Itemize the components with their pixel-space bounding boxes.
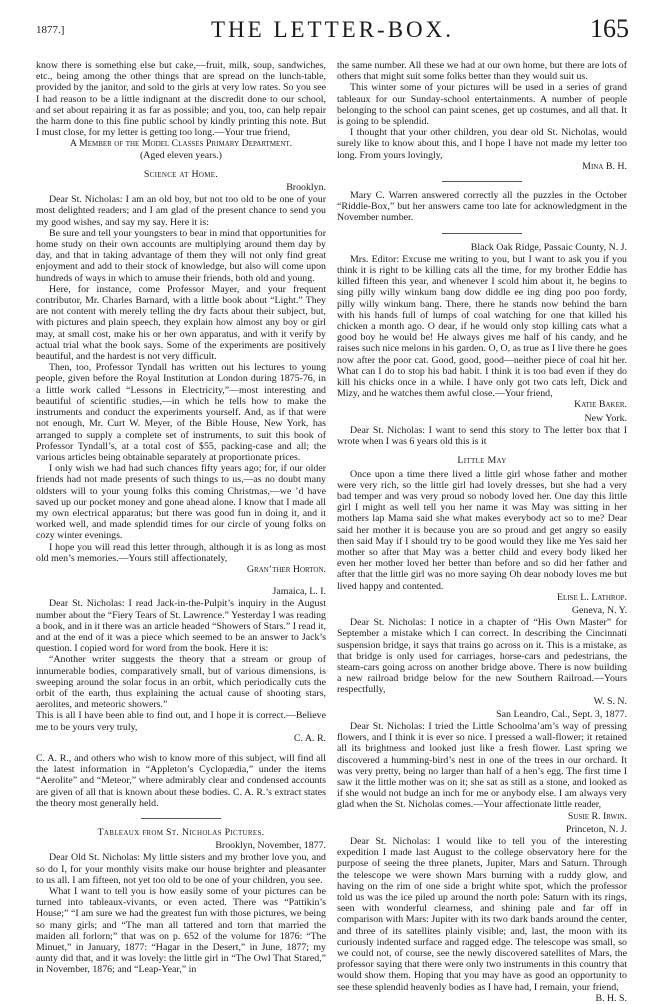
section-divider bbox=[442, 233, 522, 234]
science-place: Brooklyn. bbox=[286, 182, 326, 194]
science-paragraph-6: I hope you will read this letter through, although it is as long as most old men’s memories.—Yours still affectionately, bbox=[36, 541, 326, 564]
section-divider bbox=[442, 181, 522, 182]
princeton-paragraph: Dear St. Nicholas: I would like to tell you of the interesting expedition I made last August to the college observatory here for the purpose of seeing the three planets, Jupiter, Mars and Saturn. Through the telescope we were shown Mars burning with a ruddy glow, and having on the rim of one side a bright white spot, which the professor told us was the ice piled up around the north pole: Saturn with its rings, seen with wonderful clearness, and shining pale and far off in comparison with Mars: Jupiter with its two dark bands around the center, and three of its satellites plainly visible; and, last, the moon with its curiously indented surface and ragged edge. The telescope was small, so we could not, of course, see the newly discovered satellites of Mars, the professor saying that there were only two instruments in this country that would show them. Hoping that you may have as good an opportunity to see these splendid heavenly bodies as I have had, I remain, your friend, bbox=[337, 836, 627, 993]
science-paragraph-2: Be sure and tell your youngsters to bear in mind that opportunities for home study on their own accounts are multiplying around them day by day, and that in taking advantage of them they will not only find great enjoyment and add to their stock of knowledge, but also will come upon hundreds of ways in which to amuse their friends, both old and young. bbox=[36, 227, 326, 284]
jamaica-paragraph-3: This is all I have been able to find out, and I hope it is correct.—Believe me to be yours very truly, bbox=[36, 710, 326, 733]
geneva-paragraph: Dear St. Nicholas: I notice in a chapter of “His Own Master” for September a mistake which I can correct. In describing the Cincinnati suspension bridge, it says that trains go across on it. This is a mistake, as that bridge is only used for carriages, horse-cars and pedestrians, the steam-cars going across on another bridge above. There is now building a new railroad bridge below for the new Southern Railroad.—Yours respectfully, bbox=[337, 617, 627, 696]
page-header bbox=[36, 14, 629, 54]
science-paragraph-1: Dear St. Nicholas: I am an old boy, but not too old to be one of your most delighted readers; and I am glad of the present chance to send you my good wishes, and say my say. Here it is: bbox=[36, 194, 326, 228]
geneva-place: Geneva, N. Y. bbox=[571, 604, 627, 616]
continued-signature: Mina B. H. bbox=[582, 160, 627, 172]
intro-paragraph: know there is something else but cake,—fruit, milk, soup, sandwiches, etc., being among the other things that are spread on the lunch-table, provided by the janitor, and sold to the girls at very low rates. So you see I had reason to be a little indignant at the discredit done to our school, and set about repairing it as far as possible; and you, too, can help repair the harm done to this fine public school by kindly printing this note. But I must close, for my letter is getting too long.—Your true friend, bbox=[36, 60, 326, 139]
header-title: THE LETTER-BOX. bbox=[210, 17, 454, 42]
continued-paragraph-3: I thought that your other children, you dear old St. Nicholas, would surely like to know about this, and I hope I have not made my letter too long. From yours lovingly, bbox=[337, 127, 627, 161]
intro-signature: A Member of the Model Classes Primary Department. bbox=[69, 138, 293, 150]
tableaux-place: Brooklyn, November, 1877. bbox=[215, 840, 326, 852]
car-note: C. A. R., and others who wish to know more of this subject, will find all the latest information in “Appleton’s Cyclopædia,” under the items “Aerolite” and “Meteor,” where admirably clear and condensed accounts are given of all that is known about these bodies. C. A. R.’s extract states the theory most generally held. bbox=[36, 752, 326, 809]
header-year: 1877.] bbox=[36, 24, 65, 36]
intro-age: (Aged eleven years.) bbox=[140, 149, 222, 161]
continued-paragraph-2: This winter some of your pictures will be used in a series of grand tableaux for our Sunday-school entertainments. A number of people belonging to the school can paint scenes, get up costumes, and all that. It is going to be splendid. bbox=[337, 82, 627, 128]
warren-note: Mary C. Warren answered correctly all the puzzles in the October “Riddle-Box,” but her answers came too late for acknowledgment in the November number. bbox=[337, 190, 627, 224]
page-number: 165 bbox=[590, 14, 629, 43]
tableaux-paragraph-1: Dear Old St. Nicholas: My little sisters and my brother love you, and so do I, for your monthly visits make our house brighter and pleasanter to us all. I am fifteen, not yet too old to be one of your children, you see. bbox=[36, 852, 326, 886]
right-column bbox=[337, 60, 627, 1004]
little-may-story: Once upon a time there lived a little girl whose father and mother were very rich, so the little girl had lovely dresses, but she had a very bad temper and was very proud so nobody loved her. One day this little girl I might as well tell you her name it was May was sitting in her mothers lap Mama said she what makes everybody act so to me? Dear said her mother it is because you are so proud and get angry so easily then said May if I should try to be good would they like me Yes said her mother so after that May was a better child and every body liked her even her mother loved her better than before and so did her father and after that the little girl was no more saying Oh dear nobody loves me but lived happy and contented. bbox=[337, 468, 627, 592]
jamaica-place: Jamaica, L. I. bbox=[272, 586, 326, 598]
jamaica-paragraph-1: Dear St. Nicholas: I read Jack-in-the-Pulpit’s inquiry in the August number about the “Fiery Tears of St. Lawrence.” Yesterday I was reading a book, and in it there was an article headed “Showers of Stars.” I read it, and at the end of it was a piece which seemed to be an answer to Jack’s question. I copied word for word from the book. Here it is: bbox=[36, 598, 326, 655]
oak-ridge-paragraph: Mrs. Editor: Excuse me writing to you, but I want to ask you if you think it is right to be killing cats all the time, for my brother Eddie has killed fifteen this year, and whenever I scold him about it, he begins to sing pilly willy winkum bang dow diddle ee ing ding poo poo fordy, pilly willy winkum bang. There, there he stands now behind the barn with his hands full of lumps of coal watching for one that killed his chicken a month ago. O dear, if he would only stop killing cats what a good boy he would be! He always gives me half of his candy, and he raises such nice melons in his garden. O, O, as true as I live there he goes now after the poor cat. Good, good, good—neither piece of coal hit her. What can I do to stop his bad habit. I think it is too bad even if they do kill his chicks once in a while. I have only got two cats left, Dick and Mizy, and he watches them awful close.—Your friend, bbox=[337, 253, 627, 400]
oak-ridge-place: Black Oak Ridge, Passaic County, N. J. bbox=[470, 241, 627, 253]
spacer bbox=[36, 744, 326, 753]
new-york-place: New York. bbox=[584, 412, 627, 424]
san-leandro-signature: Susie R. Irwin. bbox=[567, 810, 627, 822]
section-divider bbox=[141, 818, 221, 819]
new-york-paragraph-1: Dear St. Nicholas: I want to send this story to The letter box that I wrote when I was 6 years old this is it bbox=[337, 424, 627, 448]
science-paragraph-4: Then, too, Professor Tyndall has written out his lectures to young people, given before the Royal Institution at London during 1875-76, in a little work called “Lessons in Electricity,”—most interesting and beautiful of scientific studies,—in which he tells how to make the instruments and conduct the experiments yourself. And, as if that were not enough, Mr. Curt W. Meyer, of the Bible House, New York, has arranged to supply a complete set of instruments, to suit this book of Professor Tyndall’s, at a total cost of $55, packing-case and all; the various articles being obtainable separately at proportionate prices. bbox=[36, 362, 326, 463]
little-may-heading: Little May bbox=[457, 455, 507, 467]
geneva-signature: W. S. N. bbox=[593, 695, 627, 707]
san-leandro-paragraph: Dear St. Nicholas: I tried the Little Schoolma’am’s way of pressing flowers, and I think it is ever so nice. I pressed a wall-flower; it retained all its brightness and looked just like a fresh flower. Last spring we discovered a humming-bird’s nest in one of the trees in our orchard. It was very pretty, being no larger than half of a hen’s egg. The first time I saw it the little mother was on it; she sat as still as a stone, and looked as if she would not budge an inch for me or anybody else. I am always very glad when the St. Nicholas comes.—Your affectionate little reader, bbox=[337, 720, 627, 811]
continued-paragraph-1: the same number. All these we had at our own home, but there are lots of others that might suit some folks better than they would suit us. bbox=[337, 60, 627, 83]
spacer bbox=[36, 575, 326, 584]
science-paragraph-3: Here, for instance, come Professor Mayer, and your frequent contributor, Mr. Charles Barnard, with a little book about “Light.” They are not content with merely telling the dry facts about their subject, but, with pictures and plain speech, they explain how almost any boy or girl may, at small cost, make his or her own apparatus, and with it verify by actual trial what the book says. Some of the experiments are positively beautiful, and the hardest is not very difficult. bbox=[36, 283, 326, 363]
princeton-place: Princeton, N. J. bbox=[565, 823, 627, 835]
tableaux-paragraph-2: What I want to tell you is how easily some of your pictures can be turned into tableaux-vivants, or even acted. There was “Pattikin’s House;” “I am sure we had the greatest fun with those pictures, we being so many girls; and “The man all tattered and torn that married the maiden all forlorn;” that was on p. 652 of the volume for 1876: “The Minuet,” in January, 1877: “Hagar in the Desert,” in June, 1877; my aunty did that, and it was lovely: the little girl in “The Owl That Stared,” in November, 1876; and “Leap-Year,” in bbox=[36, 886, 326, 976]
tableaux-heading: Tableaux from St. Nicholas Pictures. bbox=[97, 827, 265, 838]
science-paragraph-5: I only wish we had had such chances fifty years ago; for, if our older friends had not made presents of such things to us,—as no doubt many oldsters will to your young folks this coming Christmas,—we ’d have saved up our pocket money and gone ahead alone. I know that I made all my own electrical apparatus; but there was good fun in doing it, and it worked well, and made splendid times for our circle of young folks on cozy winter evenings. bbox=[36, 463, 326, 542]
science-signature: Gran’ther Horton. bbox=[246, 563, 326, 575]
new-york-signature: Elise L. Lathrop. bbox=[557, 591, 627, 603]
left-column bbox=[36, 60, 326, 976]
san-leandro-place: San Leandro, Cal., Sept. 3, 1877. bbox=[496, 708, 627, 720]
oak-ridge-signature: Katie Baker. bbox=[574, 399, 627, 411]
science-heading: Science at Home. bbox=[143, 168, 219, 180]
jamaica-paragraph-2: “Another writer suggests the theory that a stream or group of innumerable bodies, comparatively small, but of various dimensions, is sweeping around the solar focus in an orbit, which periodically cuts the orbit of the earth, thus explaining the actual cause of shooting stars, aerolites, and meteoric showers.” bbox=[36, 654, 326, 711]
jamaica-signature: C. A. R. bbox=[293, 732, 326, 744]
princeton-signature: B. H. S. bbox=[595, 992, 627, 1004]
